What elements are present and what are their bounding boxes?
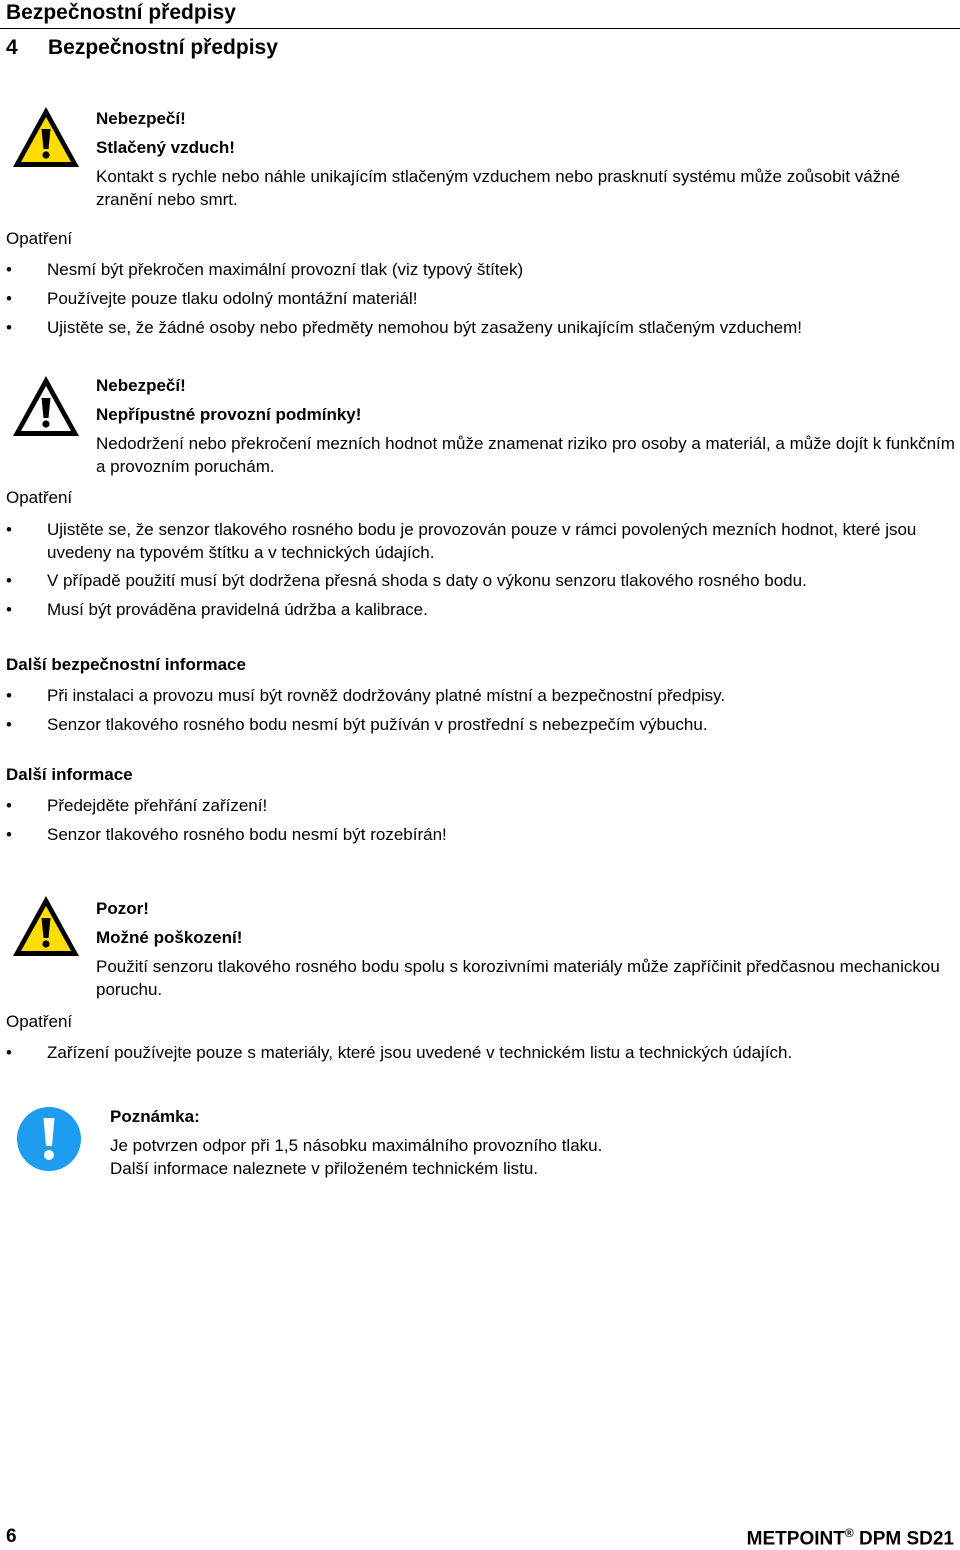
bullet-icon: • (6, 318, 12, 337)
warning-description: Kontakt s rychle nebo náhle unikajícím stlačeným vzduchem nebo prasknutí systému může zoůsobit vážné zranění nebo smrt. (96, 167, 901, 209)
warning-triangle-icon (10, 893, 82, 959)
bullet-icon: • (6, 289, 12, 308)
note-block (110, 1105, 602, 1180)
bullet-icon: • (6, 600, 12, 619)
caution-description: Použití senzoru tlakového rosného bodu spolu s korozivními materiály může zapříčinit předčasnou mechanickou poruchu. (96, 957, 940, 999)
list-item: • Předejděte přehřání zařízení! (6, 796, 268, 815)
list-item: • Ujistěte se, že žádné osoby nebo předměty nemohou být zasaženy unikajícím stlačeným vzduchem! (6, 318, 802, 337)
footer-product (747, 1526, 954, 1550)
section-heading: Další informace (6, 765, 133, 784)
section-heading: Další bezpečnostní informace (6, 655, 246, 674)
note-line: Další informace naleznete v přiloženém technickém listu. (110, 1159, 539, 1178)
chapter-heading (6, 36, 278, 60)
caution-hazard: Možné poškození! (96, 928, 243, 947)
brand-name: METPOINT (746, 1528, 845, 1550)
measures-label: Opatření (6, 488, 73, 507)
list-item: • Senzor tlakového rosného bodu nesmí být rozebírán! (6, 825, 447, 844)
list-item: • V případě použití musí být dodržena přesná shoda s daty o výkonu senzoru tlakového rosného bodu. (6, 571, 807, 590)
bullet-icon: • (6, 715, 12, 734)
warning-hazard: Nepřípustné provozní podmínky! (96, 405, 362, 424)
warning-triangle-icon (10, 104, 82, 170)
bullet-icon: • (6, 520, 12, 539)
list-item: • Při instalaci a provozu musí být rovněž dodržovány platné místní a bezpečnostní předpisy. (6, 686, 726, 705)
list-item: • Ujistěte se, že senzor tlakového rosného bodu je provozován pouze v rámci povolených mezních hodnot, které jsou uvedeny na typovém štítku a v technických údajích. (6, 520, 917, 562)
bullet-icon: • (6, 260, 12, 279)
measures-label: Opatření (6, 229, 73, 248)
warning-triangle-icon (10, 373, 82, 439)
registered-mark: ® (844, 1526, 854, 1540)
note-label: Poznámka: (110, 1107, 200, 1126)
bullet-icon: • (6, 796, 12, 815)
list-item: • Nesmí být překročen maximální provozní tlak (viz typový štítek) (6, 260, 524, 279)
info-exclamation-icon (16, 1106, 82, 1172)
measures-label: Opatření (6, 1012, 73, 1031)
warning-danger-compressed-air (96, 107, 958, 211)
model-name: DPM SD21 (858, 1528, 954, 1550)
warning-description: Nedodržení nebo překročení mezních hodnot může znamenat riziko pro osoby a materiál, a může dojít k funkčním a provozním poruchám. (96, 434, 955, 476)
warning-signal-word: Nebezpečí! (96, 376, 186, 395)
running-header: Bezpečnostní předpisy (6, 1, 236, 24)
bullet-icon: • (6, 1043, 12, 1062)
list-item: • Senzor tlakového rosného bodu nesmí být pužíván v prostřední s nebezpečím výbuchu. (6, 715, 708, 734)
caution-possible-damage (96, 897, 958, 1001)
bullet-icon: • (6, 825, 12, 844)
list-item: • Zařízení používejte pouze s materiály, které jsou uvedené v technickém listu a technických údajích. (6, 1043, 793, 1062)
caution-signal-word: Pozor! (96, 899, 149, 918)
chapter-title: Bezpečnostní předpisy (48, 36, 278, 59)
chapter-number: 4 (6, 36, 18, 59)
list-item: • Používejte pouze tlaku odolný montážní materiál! (6, 289, 418, 308)
warning-signal-word: Nebezpečí! (96, 109, 186, 128)
bullet-icon: • (6, 686, 12, 705)
warning-danger-operating-conditions (96, 374, 958, 478)
note-line: Je potvrzen odpor při 1,5 násobku maximálního provozního tlaku. (110, 1136, 603, 1155)
header-rule (0, 28, 960, 29)
list-item: • Musí být prováděna pravidelná údržba a kalibrace. (6, 600, 428, 619)
warning-hazard: Stlačený vzduch! (96, 138, 235, 157)
bullet-icon: • (6, 571, 12, 590)
page-number: 6 (6, 1526, 17, 1547)
